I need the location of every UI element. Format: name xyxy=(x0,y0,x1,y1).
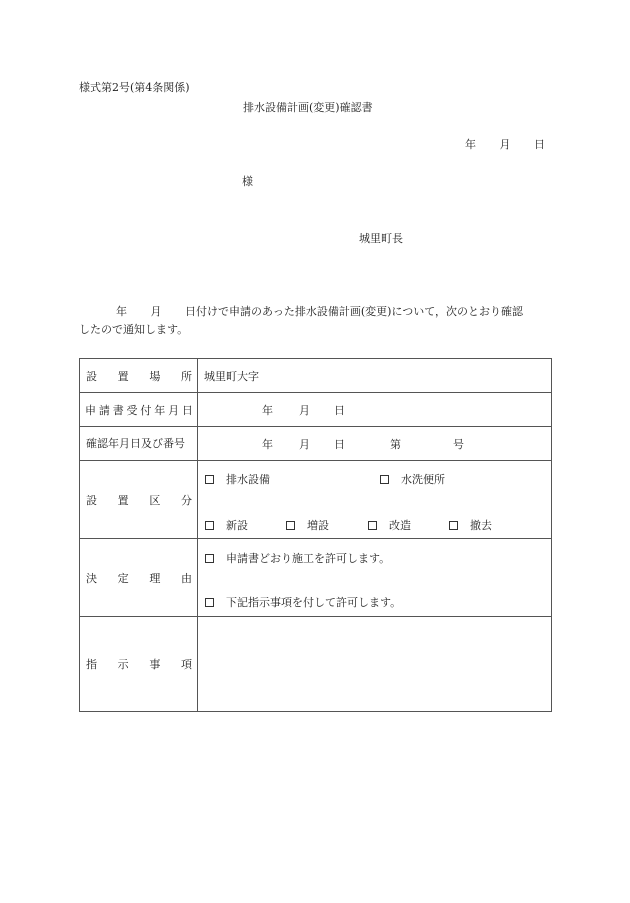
body-month: 月 xyxy=(150,305,162,318)
checkbox-icon[interactable] xyxy=(205,475,214,484)
label-char: 月 xyxy=(168,403,180,417)
table-row-category xyxy=(80,461,552,539)
label-char: 由 xyxy=(180,571,192,585)
confirmation-month: 月 xyxy=(299,438,310,451)
label-char: 受 xyxy=(126,403,138,417)
document-title: 排水設備計画(変更)確認書 xyxy=(243,101,373,114)
label-char: 設 xyxy=(86,369,97,383)
label-char: 決 xyxy=(86,571,97,585)
body-year: 年 xyxy=(116,305,127,318)
application-month: 月 xyxy=(299,404,310,417)
label-char: 置 xyxy=(117,369,129,383)
option-drainage[interactable]: 排水設備 xyxy=(205,474,270,485)
confirmation-year: 年 xyxy=(262,438,273,451)
value-confirmation[interactable] xyxy=(198,427,552,461)
addressee-suffix: 様 xyxy=(242,175,253,188)
option-modify[interactable]: 改造 xyxy=(368,520,411,531)
label-char: 項 xyxy=(180,658,192,671)
label-char: 定 xyxy=(117,571,129,585)
label-char: 書 xyxy=(112,403,124,417)
value-decision xyxy=(198,539,552,617)
checkbox-icon[interactable] xyxy=(449,521,458,530)
date-month: 月 xyxy=(499,138,511,151)
option-new[interactable]: 新設 xyxy=(205,520,248,531)
body-text-line-2: したので通知します。 xyxy=(79,323,189,336)
date-line xyxy=(465,139,545,150)
date-day: 日 xyxy=(534,138,545,151)
label-char: 事 xyxy=(149,658,161,671)
confirmation-number-prefix: 第 xyxy=(390,438,401,451)
label-decision xyxy=(80,539,198,617)
label-char: 区 xyxy=(149,493,161,507)
body-day-text: 日付けで申請のあった排水設備計画(変更)について，次のとおり確認 xyxy=(185,305,524,318)
date-year: 年 xyxy=(465,138,476,151)
form-table xyxy=(79,358,552,712)
checkbox-icon[interactable] xyxy=(205,521,214,530)
option-flush-toilet[interactable]: 水洗便所 xyxy=(380,474,445,485)
label-char: 理 xyxy=(149,571,161,585)
option-permit-as-applied[interactable]: 申請書どおり施工を許可します。 xyxy=(205,553,390,564)
label-char: 付 xyxy=(140,403,152,417)
value-category xyxy=(198,461,552,539)
label-char: 置 xyxy=(117,493,129,507)
label-char: 申 xyxy=(85,403,96,417)
label-char: 示 xyxy=(117,658,129,671)
option-remove[interactable]: 撤去 xyxy=(449,520,492,531)
value-application-date[interactable] xyxy=(198,393,552,427)
label-location xyxy=(80,359,198,393)
label-instructions xyxy=(80,617,198,712)
checkbox-icon[interactable] xyxy=(205,554,214,563)
application-year: 年 xyxy=(262,404,273,417)
label-char: 所 xyxy=(180,369,192,383)
label-application-date xyxy=(80,393,198,427)
value-location[interactable] xyxy=(198,359,552,393)
body-text-line-1 xyxy=(116,306,523,317)
table-row-confirmation xyxy=(80,427,552,461)
checkbox-icon[interactable] xyxy=(205,598,214,607)
form-number: 様式第2号(第4条関係) xyxy=(79,81,190,94)
table-row-location xyxy=(80,359,552,393)
checkbox-icon[interactable] xyxy=(368,521,377,530)
application-day: 日 xyxy=(334,404,345,417)
table-row-application-date xyxy=(80,393,552,427)
location-prefix: 城里町大字 xyxy=(204,370,259,383)
confirmation-number-suffix: 号 xyxy=(453,438,464,451)
issuer-name: 城里町長 xyxy=(359,232,403,245)
table-row-decision xyxy=(80,539,552,617)
checkbox-icon[interactable] xyxy=(380,475,389,484)
option-expand[interactable]: 増設 xyxy=(286,520,329,531)
label-char: 請 xyxy=(98,403,110,417)
checkbox-icon[interactable] xyxy=(286,521,295,530)
label-category xyxy=(80,461,198,539)
label-char: 日 xyxy=(181,403,193,417)
label-char: 指 xyxy=(86,658,97,671)
label-char: 年 xyxy=(154,403,166,417)
confirmation-day: 日 xyxy=(334,438,345,451)
value-instructions[interactable] xyxy=(198,617,552,712)
table-row-instructions xyxy=(80,617,552,712)
label-char: 場 xyxy=(149,369,161,383)
label-char: 設 xyxy=(86,493,97,507)
label-confirmation: 確認年月日及び番号 xyxy=(80,427,198,461)
option-permit-with-conditions[interactable]: 下記指示事項を付して許可します。 xyxy=(205,597,401,608)
label-char: 分 xyxy=(180,493,192,507)
